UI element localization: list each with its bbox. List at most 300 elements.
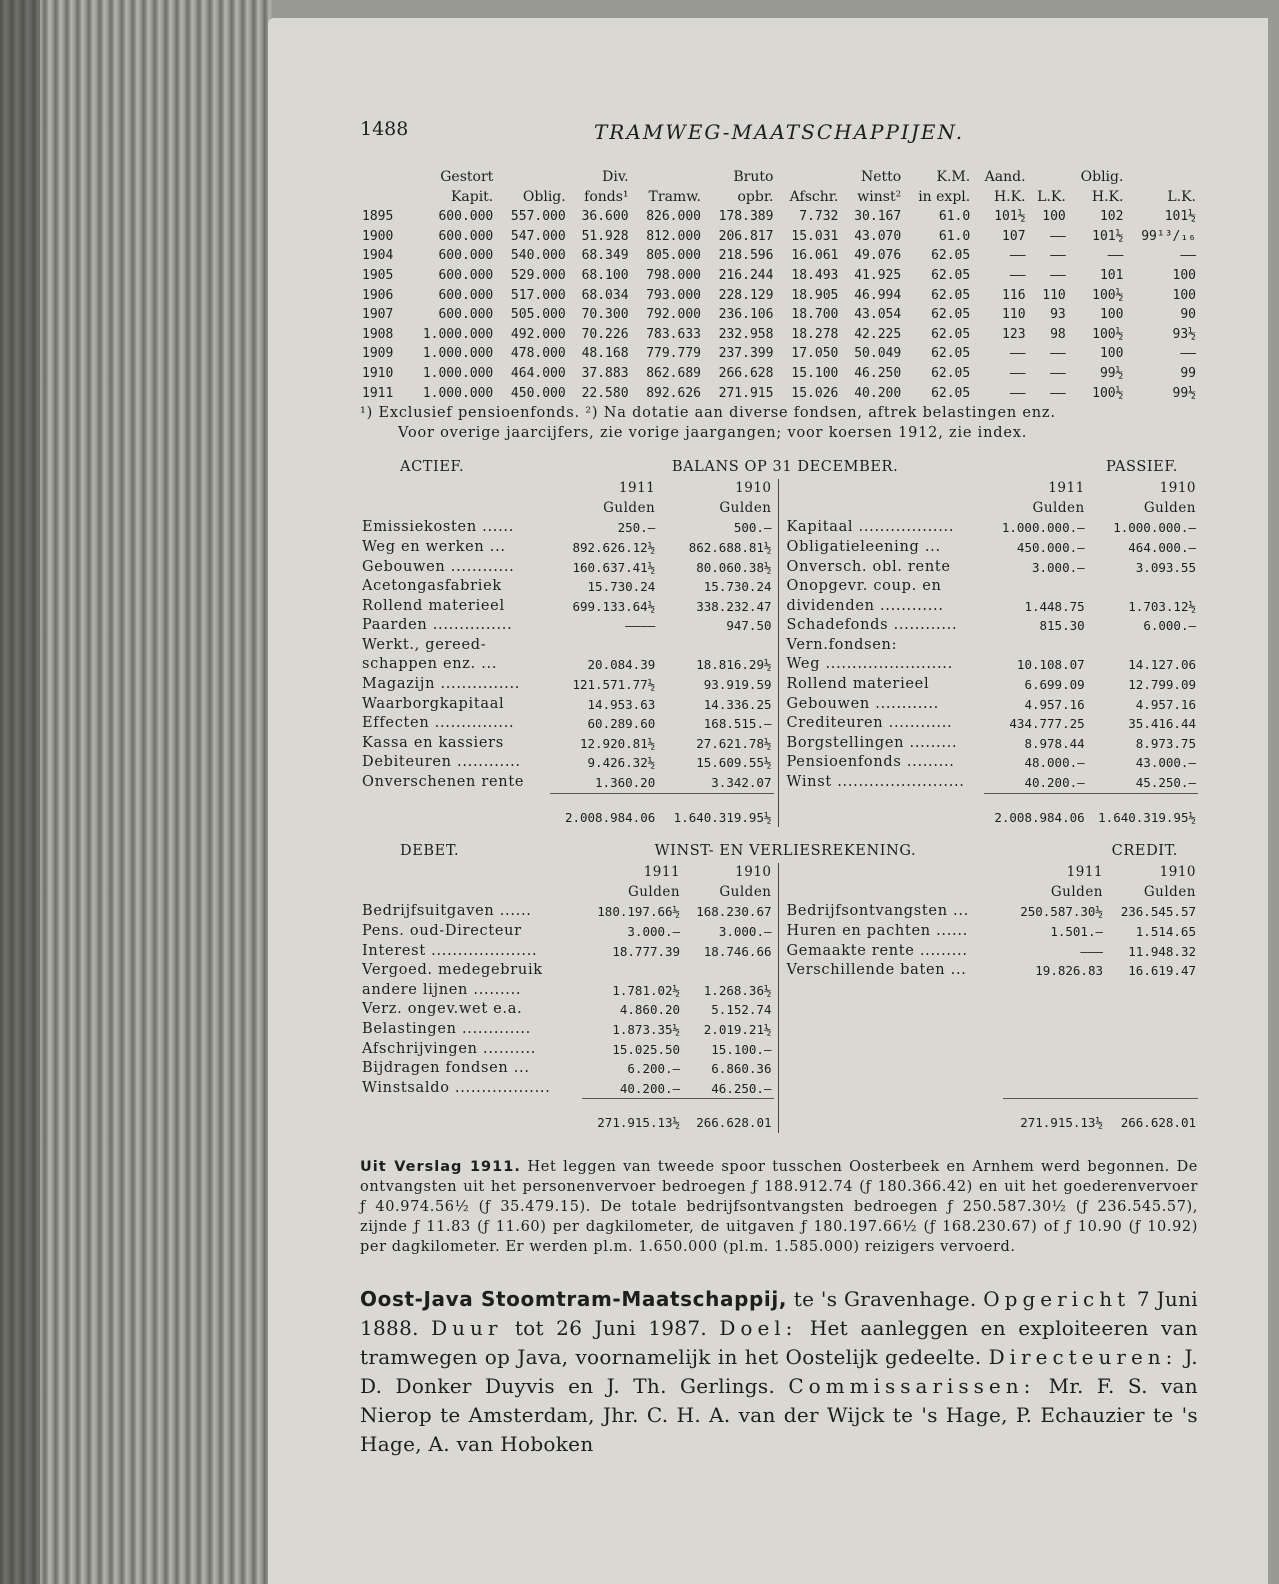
header-cell: Gestort (440, 169, 494, 185)
page-content (360, 118, 1198, 1479)
actief-heading: ACTIEF. (400, 459, 465, 476)
ledger-value-1910: 6.000.— (1143, 618, 1196, 634)
book-page (268, 18, 1268, 1584)
ledger-row (785, 636, 1199, 656)
table-cell: 43.054 (854, 307, 902, 323)
report-lead: Uit Verslag 1911. (360, 1158, 521, 1175)
unit-header: Gulden (719, 499, 772, 516)
book-page-edges (0, 0, 272, 1584)
ledger-row (360, 1020, 774, 1040)
table-cell: —— (1107, 248, 1124, 264)
table-cell: —— (1050, 228, 1066, 244)
table-cell: 62.05 (931, 307, 971, 323)
ledger-value-1910: 93.919.59 (703, 677, 772, 693)
table-cell: 101½ (994, 209, 1026, 225)
ledger-value-1910: 1.703.12½ (1128, 598, 1196, 614)
table-cell: 783.633 (646, 326, 701, 342)
table-cell: —— (1050, 346, 1066, 362)
year-header: 1910 (1159, 864, 1196, 881)
ledger-value-1911: 14.953.63 (587, 696, 656, 712)
year-header: 1911 (643, 864, 681, 881)
header-cell: in expl. (918, 188, 971, 205)
header-cell (775, 168, 840, 188)
table-cell: —— (1009, 267, 1026, 283)
company-seat: te 's Gravenhage. (793, 1286, 977, 1311)
year-header-row (785, 479, 1199, 499)
ledger-row (360, 942, 774, 962)
ledger-row (360, 981, 774, 1001)
total-1911: 2.008.984.06 (550, 793, 658, 827)
year-header: 1911 (1066, 864, 1103, 881)
table-cell: —— (1050, 267, 1066, 283)
table-cell: 99½ (1099, 365, 1124, 381)
ledger-label: Acetongasfabriek (362, 578, 502, 595)
year-cell: 1908 (362, 326, 394, 342)
ledger-value-1910: 338.232.47 (696, 598, 772, 614)
total-1910: 1.640.319.95½ (657, 793, 773, 827)
debet-table (360, 863, 774, 1133)
table-cell: 61.0 (938, 228, 971, 244)
actief-side (360, 479, 779, 827)
table-body (360, 207, 1198, 403)
table-cell: 68.349 (581, 248, 629, 264)
year-header: 1910 (735, 480, 772, 497)
unit-header-row (360, 499, 774, 519)
ledger-row (785, 922, 1199, 942)
commissioners-value: Mr. F. S. van Nierop te Amsterdam, Jhr. C. H. A. van der Wijck te 's Hage, P. Echauzier te 's Hage, A. van Hoboken (360, 1373, 1198, 1456)
ledger-label: schappen enz. ... (362, 656, 498, 673)
spacer-row (785, 1079, 1199, 1099)
ledger-label: Werkt., gereed- (362, 636, 487, 653)
table-cell: 98 (1050, 326, 1066, 342)
notes (360, 403, 1198, 443)
spacer-row (785, 1000, 1199, 1020)
ledger-label: Onverschenen rente (362, 774, 525, 791)
see-also-note: Voor overige jaarcijfers, zie vorige jaargangen; voor koersen 1912, zie index. (398, 425, 1028, 442)
ledger-value-1911: 19.826.83 (1035, 963, 1103, 979)
ledger-label: dividenden ............ (786, 597, 944, 614)
table-cell: 99 (1180, 365, 1196, 381)
ledger-value-1911: 160.637.41½ (572, 559, 656, 575)
table-row (360, 305, 1198, 325)
ledger-row (785, 616, 1199, 636)
year-cell: 1911 (362, 385, 394, 401)
year-cell: 1900 (362, 228, 394, 244)
ledger-value-1910: 15.609.55½ (696, 755, 772, 771)
header-cell (1028, 168, 1068, 188)
ledger-label: Rollend materieel (786, 676, 930, 693)
ledger-label: Rollend materieel (362, 597, 505, 614)
table-header-row (360, 168, 1198, 188)
ledger-row (360, 675, 774, 695)
table-cell: 22.580 (581, 385, 629, 401)
ledger-row (785, 558, 1199, 578)
year-cell: 1906 (362, 287, 394, 303)
unit-header: Gulden (1050, 883, 1103, 900)
ledger-value-1910: 8.973.75 (1135, 735, 1196, 751)
table-cell: 62.05 (931, 385, 971, 401)
table-cell: 792.000 (646, 307, 701, 323)
total-1910: 266.628.01 (682, 1099, 773, 1133)
ledger-label: Bedrijfsuitgaven ...... (362, 903, 532, 920)
table-row (360, 325, 1198, 345)
actief-table (360, 479, 774, 827)
ledger-label: Gebouwen ............ (786, 695, 939, 712)
ledger-row (785, 942, 1199, 962)
table-cell: 18.905 (791, 287, 839, 303)
running-title: TRAMWEG-MAATSCHAPPIJEN. (593, 120, 965, 144)
ledger-value-1910: 5.152.74 (711, 1002, 772, 1018)
year-header: 1911 (618, 480, 656, 497)
ledger-value-1911: 6.699.09 (1024, 677, 1085, 693)
ledger-total-row (360, 1099, 774, 1133)
ledger-value-1911: 48.000.— (1024, 755, 1085, 771)
company-entry (360, 1285, 1198, 1459)
ledger-label: Waarborgkapitaal (362, 695, 505, 712)
ledger-value-1910: 18.816.29½ (696, 657, 772, 673)
ledger-value-1911: 121.571.77½ (572, 677, 656, 693)
ledger-value-1911: 180.197.66½ (597, 904, 681, 920)
ledger-label: Gemaakte rente ......... (786, 942, 968, 959)
table-cell: 68.100 (581, 267, 629, 283)
table-cell: 15.100 (791, 365, 839, 381)
table-cell: 51.928 (581, 228, 629, 244)
ledger-value-1910 (682, 961, 773, 981)
table-cell: 178.389 (718, 209, 774, 225)
ledger-label (785, 1099, 1004, 1133)
ledger-row (785, 518, 1199, 538)
unit-header: Gulden (719, 883, 772, 900)
ledger-value-1911 (984, 577, 1087, 597)
ledger-value-1911: 3.000.— (627, 924, 681, 939)
ledger-value-1911: 4.957.16 (1024, 696, 1085, 712)
founded-value: 7 Juni 1888. (360, 1286, 1198, 1340)
ledger-row (360, 695, 774, 715)
spacer-cell (785, 981, 1199, 1001)
header-cell (785, 499, 984, 519)
passief-heading: PASSIEF. (1105, 459, 1178, 476)
ledger-value-1911: 20.084.39 (587, 657, 656, 673)
table-row (360, 384, 1198, 404)
header-cell: Kapit. (450, 188, 494, 205)
table-cell: 101½ (1092, 228, 1124, 244)
header-cell: Bruto (733, 169, 774, 185)
ledger-row (360, 616, 774, 636)
year-header-row (360, 863, 774, 883)
table-cell: 216.244 (718, 267, 774, 283)
ledger-value-1911: 450.000.— (1016, 539, 1085, 555)
ledger-row (360, 961, 774, 981)
ledger-row (360, 655, 774, 675)
table-cell: 123 (1002, 326, 1026, 342)
table-cell: 547.000 (510, 228, 566, 244)
header-cell (360, 168, 404, 188)
table-cell: 100 (1099, 307, 1124, 323)
ledger-row (785, 675, 1199, 695)
ledger-row (785, 538, 1199, 558)
ledger-value-1911: 1.501.— (1050, 924, 1103, 939)
table-row (360, 344, 1198, 364)
table-cell: 1.000.000 (422, 326, 494, 342)
ledger-row (785, 773, 1199, 793)
page-number: 1488 (360, 118, 409, 140)
table-cell: 600.000 (438, 228, 494, 244)
table-cell: 805.000 (646, 248, 701, 264)
total-1911: 271.915.13½ (582, 1099, 682, 1133)
ledger-value-1910: 2.019.21½ (703, 1021, 772, 1037)
header-cell (360, 863, 582, 883)
ledger-value-1910: 45.250.— (1135, 775, 1196, 791)
table-cell: 99¹³/₁₆ (1141, 228, 1196, 244)
ledger-label: Effecten ............... (362, 715, 515, 732)
ledger-value-1910: 236.545.57 (1120, 904, 1196, 920)
ledger-row (785, 597, 1199, 617)
ledger-value-1910: 16.619.47 (1128, 963, 1196, 979)
ledger-value-1910: 862.688.81½ (688, 539, 772, 555)
header-cell (360, 479, 550, 499)
table-cell: 62.05 (931, 248, 971, 264)
year-header-row (785, 863, 1199, 883)
table-cell: 100 (1172, 267, 1196, 283)
table-cell: 232.958 (718, 326, 774, 342)
table-cell: 62.05 (931, 287, 971, 303)
ledger-label (785, 793, 984, 827)
table-cell: 18.493 (791, 267, 839, 283)
ledger-row (360, 558, 774, 578)
ledger-row (785, 577, 1199, 597)
ledger-value-1910: 4.957.16 (1135, 696, 1196, 712)
ledger-value-1911: 434.777.25 (1009, 716, 1085, 732)
header-cell (495, 168, 567, 188)
total-1910: 1.640.319.95½ (1087, 793, 1198, 827)
ledger-value-1911: 250.587.30½ (1020, 904, 1103, 920)
ledger-row (360, 538, 774, 558)
table-cell: 600.000 (438, 287, 494, 303)
ledger-value-1911: 15.025.50 (612, 1041, 681, 1057)
table-row (360, 246, 1198, 266)
total-1911: 271.915.13½ (1003, 1099, 1105, 1133)
ledger-row (360, 636, 774, 656)
table-cell: 464.000 (510, 365, 566, 381)
table-cell: 793.000 (646, 287, 701, 303)
table-cell: 41.925 (854, 267, 902, 283)
table-cell: 100 (1099, 346, 1124, 362)
founded-key: Opgericht (983, 1286, 1131, 1311)
table-cell: 18.700 (791, 307, 839, 323)
table-row (360, 364, 1198, 384)
unit-header-row (785, 883, 1199, 903)
duration-key: Duur (431, 1315, 503, 1340)
unit-header: Gulden (627, 883, 681, 900)
ledger-label: Afschrijvingen .......... (362, 1040, 537, 1057)
year-header: 1910 (735, 864, 772, 881)
ledger-total-row (360, 793, 774, 827)
passief-side (779, 479, 1199, 827)
ledger-label: andere lijnen ......... (362, 981, 522, 998)
ledger-label: Kapitaal .................. (786, 519, 955, 536)
ledger-value-1911: 6.200.— (627, 1061, 681, 1077)
header-cell (1125, 168, 1198, 188)
ledger-value-1910: 1.000.000.— (1113, 520, 1196, 536)
report-text: Het leggen van tweede spoor tusschen Oosterbeek en Arnhem werd begonnen. De ontvangsten uit het personenvervoer bedroegen ƒ 188.912.74 (ƒ 180.366.42) en uit het goederenvervoer ƒ 40.974.56½ (ƒ 35.479.15). De totale bedrijfsontvangsten bedroegen ƒ 250.587.30½ (ƒ 236.545.57), zijnde ƒ 11.83 (ƒ 11.60) per dagkilometer, de uitgaven ƒ 180.197.66½ (ƒ 168.230.67) of ƒ 10.90 (ƒ 10.92) per dagkilometer. Er werden pl.m. 1.650.000 (pl.m. 1.585.000) reizigers vervoerd. (360, 1158, 1198, 1255)
ledger-row (785, 961, 1199, 981)
header-cell: L.K. (1037, 188, 1066, 205)
table-cell: 7.732 (799, 209, 839, 225)
table-cell: 48.168 (581, 346, 629, 362)
ledger-label: Pensioenfonds ......... (786, 754, 955, 771)
spacer-cell (785, 1040, 1199, 1060)
ledger-value-1911: 1.000.000.— (1001, 520, 1085, 536)
year-cell: 1910 (362, 365, 394, 381)
ledger-value-1911: 18.777.39 (612, 943, 681, 959)
unit-header-row (785, 499, 1199, 519)
page-header (360, 118, 1198, 146)
header-cell (360, 188, 404, 208)
ledger-label: Schadefonds ............ (786, 617, 958, 634)
purpose-key: Doel: (719, 1315, 798, 1340)
table-cell: —— (1180, 346, 1196, 362)
commissioners-key: Commissarissen: (788, 1373, 1036, 1398)
table-cell: 228.129 (718, 287, 774, 303)
ledger-label: Debiteuren ............ (362, 754, 521, 771)
table-cell: 266.628 (718, 365, 774, 381)
ledger-row (360, 714, 774, 734)
ledger-value-1911: ———— (625, 618, 656, 634)
ledger-value-1910: 947.50 (726, 618, 772, 634)
ledger-value-1910: 168.230.67 (696, 904, 772, 920)
credit-heading: CREDIT. (1111, 843, 1178, 860)
table-cell: 62.05 (931, 326, 971, 342)
unit-header: Gulden (1032, 499, 1085, 516)
ledger-row (360, 1040, 774, 1060)
ledger-label: Magazijn ............... (362, 676, 521, 693)
balance-sheet (360, 479, 1198, 827)
spacer-cell (785, 1059, 1199, 1079)
header-cell (785, 863, 1004, 883)
ledger-label: Belastingen ............. (362, 1020, 531, 1037)
year-cell: 1909 (362, 346, 394, 362)
table-cell: 43.070 (854, 228, 902, 244)
ledger-value-1910: 6.860.36 (711, 1061, 772, 1077)
ledger-label: Winst ........................ (786, 774, 965, 791)
table-cell: 110 (1002, 307, 1026, 323)
ledger-value-1910: 14.336.25 (703, 696, 772, 712)
ledger-value-1910: 15.100.— (711, 1041, 772, 1057)
table-cell: 37.883 (581, 365, 629, 381)
credit-table (785, 863, 1199, 1133)
header-cell (785, 479, 984, 499)
debet-side (360, 863, 779, 1133)
ledger-label (360, 1099, 582, 1133)
spacer-cell (785, 1000, 1199, 1020)
table-cell: —— (1050, 248, 1066, 264)
ledger-label: Crediteuren ............ (786, 715, 953, 732)
table-cell: —— (1009, 248, 1026, 264)
ledger-value-1911: 9.426.32½ (587, 755, 656, 771)
annual-report-paragraph (360, 1157, 1198, 1257)
ledger-label: Verz. ongev.wet e.a. (362, 1001, 523, 1018)
table-cell: 517.000 (510, 287, 566, 303)
ledger-value-1911: 1.873.35½ (612, 1021, 681, 1037)
ledger-row (360, 597, 774, 617)
year-cell: 1905 (362, 267, 394, 283)
table-cell: 812.000 (646, 228, 701, 244)
header-cell (785, 883, 1004, 903)
ledger-label: Kassa en kassiers (362, 734, 504, 751)
table-cell: —— (1009, 385, 1026, 401)
ledger-row (360, 902, 774, 922)
table-cell: 50.049 (854, 346, 902, 362)
header-cell (360, 499, 550, 519)
table-cell: 100 (1042, 209, 1066, 225)
ledger-value-1911: 1.781.02½ (612, 982, 681, 998)
table-cell: 15.026 (791, 385, 839, 401)
ledger-value-1910: 464.000.— (1128, 539, 1196, 555)
table-cell: 600.000 (438, 209, 494, 225)
year-header: 1911 (1048, 480, 1085, 497)
table-cell: 99½ (1172, 385, 1196, 401)
header-cell: Oblig. (522, 188, 566, 205)
header-cell: Aand. (984, 169, 1026, 185)
ledger-value-1910: 500.— (733, 520, 772, 536)
table-cell: 107 (1002, 228, 1026, 244)
table-cell: 826.000 (646, 209, 701, 225)
spacer-row (785, 1059, 1199, 1079)
table-cell: 600.000 (438, 307, 494, 323)
table-cell: —— (1180, 248, 1196, 264)
table-cell: 49.076 (854, 248, 902, 264)
table-cell: 90 (1180, 307, 1196, 323)
table-cell: 110 (1042, 287, 1066, 303)
ledger-value-1911: 699.133.64½ (572, 598, 656, 614)
ledger-value-1911: 1.360.20 (595, 775, 656, 791)
ledger-label: Onversch. obl. rente (786, 558, 951, 575)
table-cell: 101 (1099, 267, 1124, 283)
table-cell: 1.000.000 (422, 365, 494, 381)
ledger-label: Weg en werken ... (362, 538, 506, 555)
ledger-value-1910 (1087, 577, 1198, 597)
table-row (360, 207, 1198, 227)
table-cell: 237.399 (718, 346, 774, 362)
table-cell: 102 (1099, 209, 1124, 225)
table-cell: 236.106 (718, 307, 774, 323)
duration-value: tot 26 Juni 1987. (514, 1315, 708, 1340)
table-cell: 492.000 (510, 326, 566, 342)
header-cell (360, 883, 582, 903)
profit-loss-title-row (360, 843, 1198, 859)
ledger-value-1910: 3.000.— (718, 924, 772, 939)
ledger-row (360, 518, 774, 538)
spacer-row (785, 1020, 1199, 1040)
table-cell: 62.05 (931, 365, 971, 381)
ledger-value-1910: 18.746.66 (703, 943, 772, 959)
table-cell: 600.000 (438, 248, 494, 264)
annual-figures-table (360, 168, 1198, 403)
ledger-value-1910: 27.621.78½ (696, 735, 772, 751)
total-1910: 266.628.01 (1105, 1099, 1198, 1133)
ledger-value-1910 (657, 636, 773, 656)
table-cell: 100 (1172, 287, 1196, 303)
ledger-value-1910 (1087, 636, 1198, 656)
table-cell: 600.000 (438, 267, 494, 283)
table-cell: 892.626 (646, 385, 701, 401)
unit-header: Gulden (1143, 883, 1196, 900)
ledger-value-1911: 40.200.— (1024, 775, 1085, 791)
ledger-row (785, 695, 1199, 715)
unit-header-row (360, 883, 774, 903)
year-header-row (360, 479, 774, 499)
table-cell: 93 (1050, 307, 1066, 323)
